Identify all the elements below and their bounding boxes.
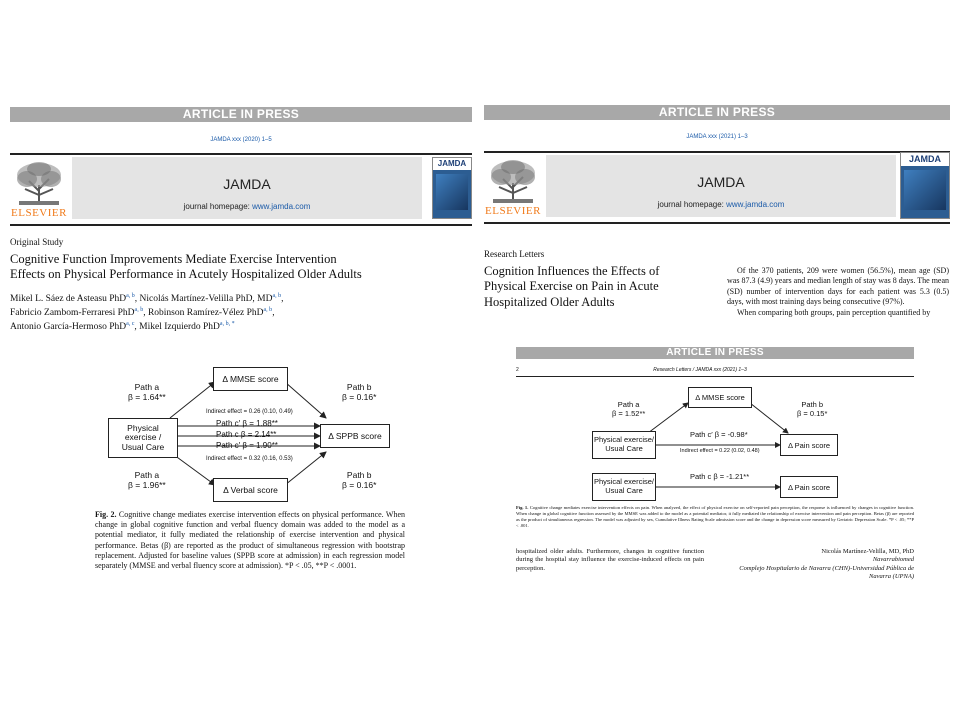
page2-signature-affiliation-2: Complejo Hospitalario de Navarra (CHN)-Universidad Pública de bbox=[739, 564, 914, 572]
page2-path-a-beta: β = 1.52** bbox=[612, 409, 646, 418]
right-body-paragraph-2: When comparing both groups, pain perception quantified by bbox=[737, 307, 931, 317]
left-elsevier-logo bbox=[10, 157, 68, 219]
page2-exercise-label-2: Usual Care bbox=[605, 444, 643, 453]
right-title-line-3: Hospitalized Older Adults bbox=[484, 294, 615, 309]
left-section-label: Original Study bbox=[10, 237, 64, 247]
author-name[interactable]: Mikel Izquierdo PhD bbox=[139, 322, 220, 333]
left-authors bbox=[10, 292, 430, 334]
left-sppb-box: Δ SPPB score bbox=[320, 424, 390, 448]
left-cover-image bbox=[436, 174, 468, 210]
right-elsevier-logo bbox=[484, 155, 542, 217]
page2-running-head: Research Letters / JAMDA xxx (2021) 1–3 bbox=[653, 367, 747, 373]
author-name[interactable]: Antonio García-Hermoso PhD bbox=[10, 322, 127, 333]
page2-path-c-label: Path c β = -1.21** bbox=[690, 472, 750, 481]
left-path-b-top-name: Path b bbox=[346, 382, 372, 392]
left-path-c-prime-1-label: Path c′ β = 1.88** bbox=[216, 419, 278, 428]
left-path-b-top-label bbox=[342, 382, 376, 402]
left-figure-caption bbox=[95, 510, 405, 571]
author-separator: , bbox=[143, 308, 148, 319]
right-body-paragraph-1: Of the 370 patients, 209 were women (56.5%), mean age (SD) was 87.3 (4.9) years and median length of stay was 8 days. The mean (SD) number of intervention days for each patient was 5.3 (0.5) days, with most training days being consecutive (97%). bbox=[727, 266, 950, 307]
left-indirect-effect-bot: Indirect effect = 0.32 (0.16, 0.53) bbox=[206, 456, 293, 462]
right-body-text bbox=[727, 266, 949, 318]
page2-path-b-name: Path b bbox=[801, 400, 824, 409]
author-name[interactable]: Robinson Ramírez-Vélez PhD bbox=[147, 308, 264, 319]
left-path-a-top-name: Path a bbox=[134, 382, 160, 392]
page2-path-b-beta: β = 0.15* bbox=[797, 409, 828, 418]
left-caption-text: Cognitive change mediates exercise intervention effects on physical performance. When change in global cognitive function and verbal fluency domain was added to the model as a potential mediator, it fully mediated the relationship of exercise intervention and physical performance. Betas (β) are reported as the product of simultaneous regression with bootstrap replacement. Adjusted for baseline values (SPPB score at admission) in each regression model separately (MMSE and verbal fluency score at admission). *P < .05, **P < .0001. bbox=[95, 510, 406, 571]
left-authors-line-2 bbox=[10, 306, 430, 320]
left-journal-reference: JAMDA xxx (2020) 1–5 bbox=[210, 137, 272, 143]
author-affiliation: a, b bbox=[126, 293, 135, 299]
page2-path-b-label bbox=[797, 400, 827, 418]
page2-signature-affiliation-1: Navarrabiomed bbox=[872, 556, 914, 564]
left-path-b-top-beta: β = 0.16* bbox=[342, 392, 377, 403]
page2-page-number: 2 bbox=[516, 367, 519, 373]
page2-header-rule bbox=[516, 376, 914, 377]
page2-caption-text: Cognitive change mediates exercise intervention effects on pain. When analyzed, the effect of physical exercise on self-reported pain perception, the response is influenced by changes in cognitive function. When change in global cognitive function assessed by the MMSE was added to the model as a potential mediator, it fully mediated the relationship of exercise intervention and pain perception. Betas (β) are reported as the product of simultaneous regression. The model was adjusted by sex, Cumulative Illness Rating Scale admission score and the change in depression score measured by Geriatric Depression Scale. *P < .05; **P < .001. bbox=[516, 505, 915, 528]
left-path-a-top-label bbox=[128, 382, 166, 402]
right-masthead-rule bbox=[484, 222, 950, 224]
right-elsevier-tree-icon bbox=[487, 159, 539, 205]
left-masthead-rule bbox=[10, 224, 472, 226]
page2-exercise-box bbox=[592, 431, 656, 459]
author-affiliation: a, b bbox=[272, 293, 282, 299]
left-verbal-box: Δ Verbal score bbox=[213, 478, 288, 502]
author-separator: , bbox=[134, 294, 140, 305]
page2-exercise-label-1: Physical exercise/ bbox=[593, 435, 655, 445]
left-journal-cover bbox=[432, 157, 472, 219]
right-article-title bbox=[484, 264, 724, 310]
page2-signature bbox=[718, 548, 914, 582]
left-exercise-label-1: Physical bbox=[127, 422, 159, 433]
page2-caption-label: Fig. 1. bbox=[516, 505, 529, 510]
page2-indirect-effect: Indirect effect = 0.22 (0.02, 0.48) bbox=[680, 448, 760, 454]
left-exercise-label-2: exercise / bbox=[124, 432, 162, 443]
left-indirect-effect-top: Indirect effect = 0.26 (0.10, 0.49) bbox=[206, 409, 293, 415]
author-name[interactable]: Nicolás Martínez-Velilla PhD, MD bbox=[139, 294, 273, 305]
page2-path-c-prime-label: Path c′ β = -0.98* bbox=[690, 430, 748, 439]
page2-exercise2-label-2: Usual Care bbox=[605, 486, 643, 495]
author-affiliation: a, b, * bbox=[219, 320, 235, 327]
left-top-rule bbox=[10, 153, 472, 155]
left-cover-label: JAMDA bbox=[433, 158, 471, 170]
left-path-a-bot-name: Path a bbox=[134, 470, 160, 480]
right-homepage-link[interactable]: www.jamda.com bbox=[726, 199, 785, 209]
page2-path-a-label bbox=[612, 400, 645, 418]
left-elsevier-wordmark: ELSEVIER bbox=[11, 207, 67, 219]
page2-mmse-box: Δ MMSE score bbox=[688, 387, 752, 408]
right-journal-homepage bbox=[658, 200, 785, 209]
right-section-label: Research Letters bbox=[484, 249, 545, 259]
author-name[interactable]: Fabricio Zambom-Ferraresi PhD bbox=[10, 308, 135, 319]
left-path-c-label: Path c β = 2.14** bbox=[216, 430, 277, 439]
page2-body-text: hospitalized older adults. Furthermore, changes in cognitive function during the hospital stay influence the exercise-induced effects on pain perception. bbox=[516, 548, 704, 572]
left-authors-line-3 bbox=[10, 320, 430, 334]
right-homepage-prefix: journal homepage: bbox=[657, 199, 727, 209]
left-path-a-top-beta: β = 1.64** bbox=[128, 392, 166, 403]
left-exercise-box bbox=[108, 418, 178, 458]
page2-path-a-name: Path a bbox=[617, 400, 640, 409]
right-top-rule bbox=[484, 151, 950, 153]
right-title-line-1: Cognition Influences the Effects of bbox=[484, 264, 660, 278]
page2-pain-box: Δ Pain score bbox=[780, 434, 838, 456]
left-path-a-bot-beta: β = 1.96** bbox=[128, 480, 166, 491]
left-article-in-press-banner: ARTICLE IN PRESS bbox=[10, 107, 472, 122]
author-affiliation: a, b bbox=[134, 306, 144, 313]
page2-signature-affiliation-3: Navarra (UPNA) bbox=[869, 573, 914, 581]
left-authors-line-1 bbox=[10, 292, 430, 306]
author-separator: , bbox=[272, 308, 275, 319]
left-journal-homepage bbox=[184, 202, 311, 211]
right-cover-label: JAMDA bbox=[901, 153, 949, 166]
right-masthead bbox=[546, 155, 896, 217]
author-affiliation: a, b bbox=[263, 306, 273, 313]
left-article-title bbox=[10, 252, 480, 283]
left-elsevier-tree-icon bbox=[13, 161, 65, 207]
right-journal-name: JAMDA bbox=[697, 173, 745, 190]
page2-exercise-box-2 bbox=[592, 473, 656, 501]
page2-path-b-arrow bbox=[750, 403, 788, 433]
page2-figure-caption bbox=[516, 505, 914, 529]
author-name[interactable]: Mikel L. Sáez de Asteasu PhD bbox=[10, 294, 127, 305]
left-path-b-bot-beta: β = 0.16* bbox=[342, 480, 377, 491]
right-title-line-2: Physical Exercise on Pain in Acute bbox=[484, 279, 659, 294]
right-journal-cover bbox=[900, 152, 950, 219]
page2-exercise2-label-1: Physical exercise/ bbox=[593, 477, 655, 487]
left-mmse-box: Δ MMSE score bbox=[213, 367, 288, 391]
left-path-b-bot-label bbox=[342, 470, 376, 490]
author-affiliation: a, c bbox=[126, 320, 135, 327]
right-journal-reference: JAMDA xxx (2021) 1–3 bbox=[686, 134, 748, 140]
left-path-a-bot-label bbox=[128, 470, 166, 490]
page2-path-a-arrow bbox=[648, 403, 688, 433]
left-journal-name: JAMDA bbox=[223, 175, 271, 192]
left-caption-label: Fig. 2. bbox=[95, 510, 117, 519]
left-masthead bbox=[72, 157, 422, 219]
author-separator: , bbox=[281, 294, 284, 305]
left-path-c-prime-2-label: Path c′ β = 1.90** bbox=[216, 441, 278, 450]
right-cover-image bbox=[904, 170, 946, 210]
left-title-line-1: Cognitive Function Improvements Mediate Exercise Intervention bbox=[10, 252, 337, 266]
right-elsevier-wordmark: ELSEVIER bbox=[485, 205, 541, 217]
left-path-b-bot-name: Path b bbox=[346, 470, 372, 480]
left-homepage-link[interactable]: www.jamda.com bbox=[252, 201, 311, 211]
left-homepage-prefix: journal homepage: bbox=[183, 201, 253, 211]
page2-article-in-press-banner: ARTICLE IN PRESS bbox=[516, 347, 914, 359]
page2-pain-box-2: Δ Pain score bbox=[780, 476, 838, 498]
author-separator: , bbox=[134, 322, 140, 333]
left-title-line-2: Effects on Physical Performance in Acutely Hospitalized Older Adults bbox=[10, 267, 362, 282]
right-article-in-press-banner: ARTICLE IN PRESS bbox=[484, 105, 950, 120]
page2-signature-name: Nicolás Martínez-Velilla, MD, PhD bbox=[821, 548, 914, 555]
left-exercise-label-3: Usual Care bbox=[121, 441, 165, 452]
